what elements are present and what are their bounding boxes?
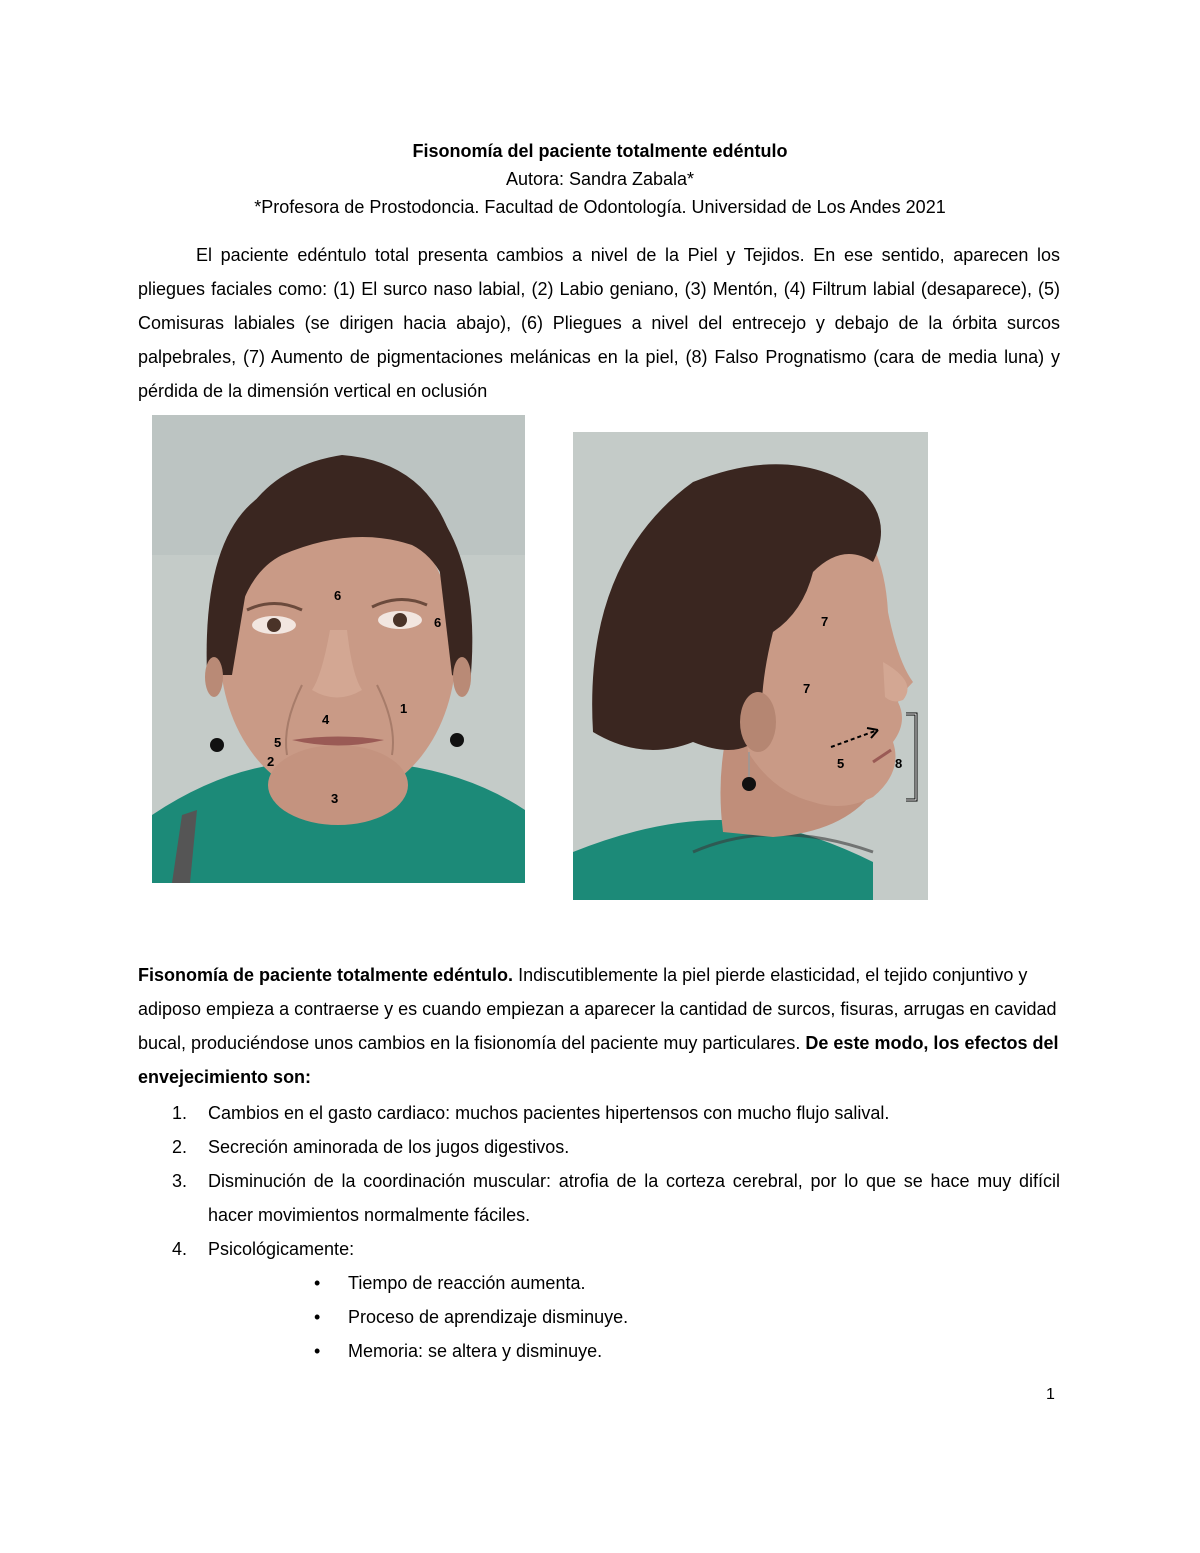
intro-paragraph: El paciente edéntulo total presenta cambios a nivel de la Piel y Tejidos. En ese sentido, aparecen los pliegues faciales como: (1) El surco naso labial, (2) Labio geniano, (3) Mentón, (4) Filtrum labial (desaparece), (5) Comisuras labiales (se dirigen hacia abajo), (6) Pliegues a nivel del entrecejo y debajo de la órbita surcos palpebrales, (7) Aumento de pigmentaciones melánicas en la piel, (8) Falso Prognatismo (cara de media luna) y pérdida de la dimensión vertical en oclusión — [138, 245, 1060, 401]
front-face-photo — [152, 415, 525, 883]
bullet-item: • Tiempo de reacción aumenta. — [312, 1266, 628, 1300]
list-item: 3. Disminución de la coordinación muscular: atrofia de la corteza cerebral, por lo que se hace muy difícil hacer movimientos normalmente fáciles. — [172, 1171, 1060, 1225]
side-face-illustration — [573, 432, 928, 900]
document-title: Fisonomía del paciente totalmente edéntulo — [412, 141, 788, 161]
side-marker-7-face: 7 — [803, 681, 811, 696]
section-body: Indiscutiblemente la piel pierde elasticidad, el tejido conjuntivo y adiposo empieza a contraerse y es cuando empiezan a aparecer la cantidad de surcos, fisuras, arrugas en cavidad bucal, produciéndose unos cambios en la fisionomía del paciente muy particulares. — [138, 965, 1057, 1053]
bullet-icon: • — [314, 1273, 321, 1293]
front-marker-3: 3 — [331, 791, 339, 806]
bullet-item: • Memoria: se altera y disminuye. — [312, 1334, 628, 1368]
psychological-effects-list — [312, 1266, 628, 1368]
side-marker-5: 5 — [837, 756, 845, 771]
author-line: Autora: Sandra Zabala* — [505, 169, 695, 189]
page-number: 1 — [1046, 1386, 1055, 1403]
section-heading: Fisonomía de paciente totalmente edéntulo. — [138, 965, 514, 985]
front-marker-2: 2 — [267, 754, 275, 769]
list-item: 4. Psicológicamente: — [172, 1239, 355, 1259]
side-marker-7-cheek: 7 — [821, 614, 829, 629]
section-lead: De este modo, los efectos del envejecimiento son: — [138, 1033, 1059, 1087]
aging-effects-list — [138, 1096, 1060, 1266]
list-item: 2. Secreción aminorada de los jugos digestivos. — [172, 1137, 570, 1157]
front-marker-4: 4 — [322, 712, 330, 727]
front-marker-1: 1 — [400, 701, 408, 716]
side-face-photo — [573, 432, 928, 900]
bullet-icon: • — [314, 1341, 321, 1361]
front-face-illustration — [152, 415, 525, 883]
list-item: 1. Cambios en el gasto cardiaco: muchos pacientes hipertensos con mucho flujo salival. — [172, 1103, 890, 1123]
side-marker-8: 8 — [895, 756, 903, 771]
affiliation-line: *Profesora de Prostodoncia. Facultad de Odontología. Universidad de Los Andes 2021 — [254, 197, 946, 217]
section-paragraph — [138, 958, 1060, 1094]
bullet-item: • Proceso de aprendizaje disminuye. — [312, 1300, 628, 1334]
front-marker-6-orbit: 6 — [434, 615, 442, 630]
front-marker-5: 5 — [274, 735, 282, 750]
front-marker-6-glabella: 6 — [334, 588, 342, 603]
bullet-icon: • — [314, 1307, 321, 1327]
